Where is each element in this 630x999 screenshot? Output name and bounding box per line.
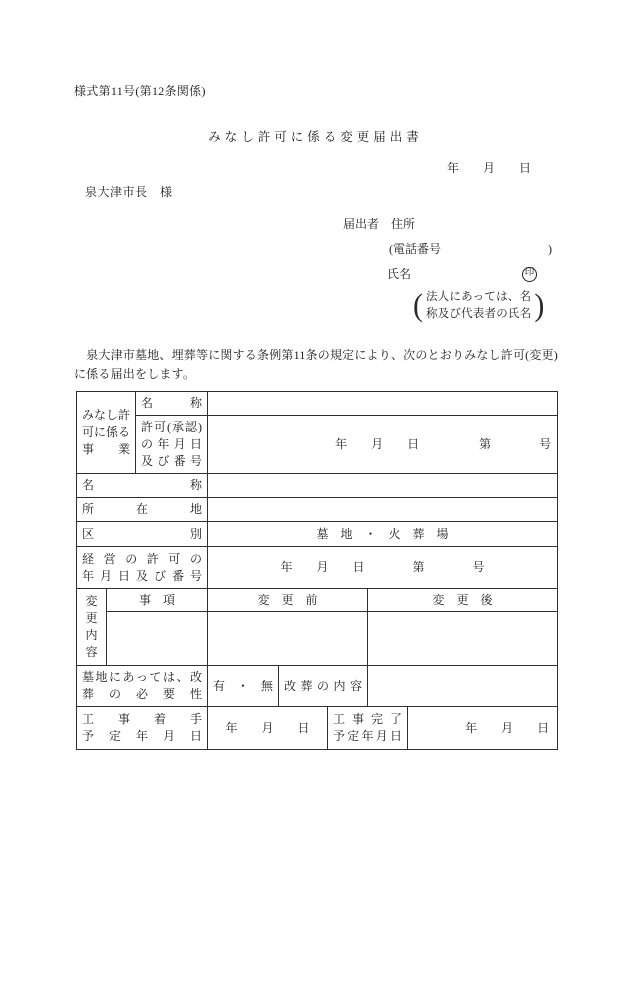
table-row	[77, 416, 558, 474]
corp-note-line2: 称及び代表者の氏名	[426, 308, 532, 320]
applicant-address-label: 住所	[391, 217, 416, 231]
form-title: みなし許可に係る変更届出書	[208, 130, 423, 144]
intro-paragraph	[74, 346, 557, 383]
reburial-label-cell	[77, 666, 208, 707]
business-group-line1: みなし許	[82, 408, 131, 422]
business-permit-value-cell: 年 月 日 第 号	[208, 416, 558, 474]
construction-end-label-line2: 予定年月日	[333, 729, 403, 743]
business-group-line2: 可に係る	[82, 425, 131, 439]
form-number: 様式第11号(第12条関係)	[74, 84, 206, 98]
category-value-cell: 墓 地 ・ 火 葬 場	[208, 522, 558, 547]
reburial-content-label: 改葬の内容	[284, 678, 363, 693]
seal-character: 印	[524, 268, 535, 279]
name-label-cell	[77, 474, 208, 498]
table-row	[77, 547, 558, 589]
construction-start-label-line1: 工事着手	[82, 712, 203, 726]
business-group-label-cell	[77, 392, 136, 474]
seal-icon	[522, 267, 537, 282]
mgmt-permit-label-line2: 年月日及び番号	[82, 568, 203, 583]
change-after-header-cell: 変 更 後	[368, 589, 558, 612]
applicant-phone-line	[389, 241, 552, 257]
mgmt-permit-label-cell	[77, 547, 208, 589]
applicant-role-label: 届出者	[343, 217, 380, 231]
corp-note-open-paren: (	[413, 288, 423, 323]
construction-end-label-line1: 工事完了	[333, 712, 403, 726]
table-row	[77, 612, 558, 666]
change-after-value-cell	[368, 612, 558, 666]
location-label: 所在地	[82, 502, 203, 516]
reburial-content-value-cell	[368, 666, 558, 707]
table-row	[77, 498, 558, 522]
applicant-address-line	[343, 216, 557, 232]
construction-start-label-line2: 予定年月日	[82, 729, 203, 743]
construction-end-label-cell	[328, 707, 408, 750]
intro-line2: に係る届出をします。	[74, 366, 196, 381]
reburial-label-line2: 葬の必要性	[82, 687, 203, 701]
reburial-options-cell	[208, 666, 279, 707]
category-label: 区別	[82, 526, 203, 541]
location-label-cell	[77, 498, 208, 522]
business-permit-label-line3: 及び番号	[141, 454, 203, 468]
corp-note-close-paren: )	[534, 288, 545, 323]
reburial-options: 有・無	[213, 678, 274, 693]
change-side-label-cell	[77, 589, 107, 666]
document-page	[0, 84, 630, 999]
table-row	[77, 707, 558, 750]
phone-close-paren: )	[548, 242, 552, 256]
reburial-label-line1: 墓地にあっては、改	[82, 670, 203, 684]
change-side-label: 変更内容	[85, 594, 98, 659]
mgmt-permit-value-cell: 年 月 日 第 号	[208, 547, 558, 589]
phone-label: (電話番号	[389, 242, 441, 256]
change-before-header-cell: 変 更 前	[208, 589, 368, 612]
name-label: 名称	[82, 478, 203, 492]
business-name-label: 名称	[141, 396, 203, 410]
corp-note-text	[426, 289, 531, 323]
table-row	[77, 589, 558, 612]
construction-start-label-cell	[77, 707, 208, 750]
table-row	[77, 392, 558, 416]
location-value-cell	[208, 498, 558, 522]
change-item-value-cell	[107, 612, 208, 666]
document-content	[74, 84, 557, 750]
reburial-content-label-cell	[279, 666, 368, 707]
date-line: 年 月 日	[446, 161, 531, 175]
business-permit-label-line2: の年月日	[141, 437, 203, 451]
table-row	[77, 666, 558, 707]
corp-note-line1: 法人にあっては、名	[426, 291, 532, 303]
business-group-line3: 事業	[82, 442, 131, 456]
mgmt-permit-label-line1: 経営の許可の	[82, 551, 203, 566]
addressee: 泉大津市長 様	[85, 185, 173, 199]
change-before-value-cell	[208, 612, 368, 666]
business-name-label-cell	[136, 392, 208, 416]
applicant-block	[343, 216, 557, 323]
form-table	[76, 391, 558, 750]
table-row	[77, 474, 558, 498]
business-name-value-cell	[208, 392, 558, 416]
table-row	[77, 522, 558, 547]
corporate-note	[413, 289, 557, 323]
applicant-name-label: 氏名	[387, 267, 412, 281]
change-item-header-cell: 事 項	[107, 589, 208, 612]
name-value-cell	[208, 474, 558, 498]
category-label-cell	[77, 522, 208, 547]
intro-line1: 泉大津市墓地、埋葬等に関する条例第11条の規定により、次のとおりみなし許可(変更)	[74, 348, 558, 362]
business-permit-label-line1: 許可(承認)	[141, 420, 203, 434]
construction-end-value-cell: 年 月 日	[408, 707, 558, 750]
construction-start-value-cell: 年 月 日	[208, 707, 328, 750]
applicant-name-line	[387, 266, 537, 282]
business-permit-label-cell	[136, 416, 208, 474]
